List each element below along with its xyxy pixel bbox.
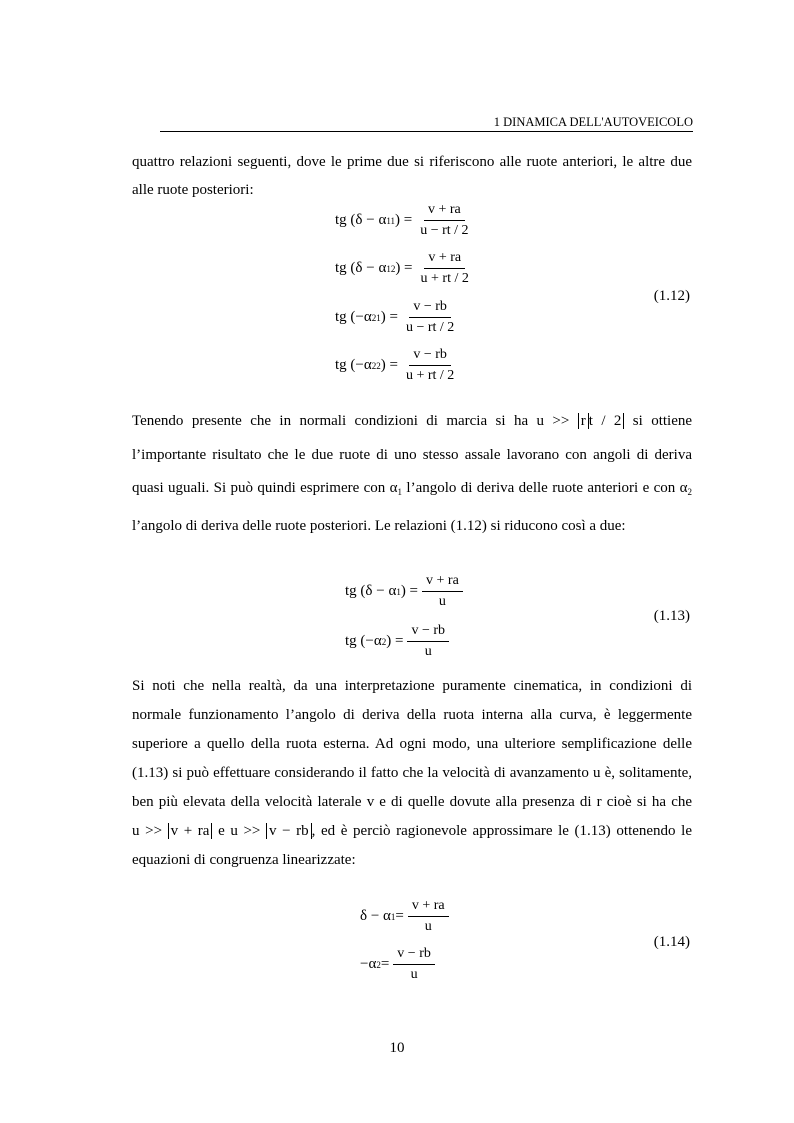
eq-sub: 11	[386, 215, 395, 226]
eq-1-12-row-2	[335, 250, 473, 287]
equation-number: (1.12)	[653, 288, 690, 304]
eq-1-14-row-2	[360, 946, 435, 983]
p3-text-f: , ed è perciò ragionevole approssimare le (1.13) ottenendo le equazioni di congruenza linearizzate:	[132, 823, 692, 868]
eq-denominator: u	[424, 919, 432, 934]
paragraph-2	[132, 405, 692, 543]
p2-text-a: Tenendo presente che in normali condizioni di marcia si ha	[132, 413, 529, 429]
eq-sub: 12	[386, 263, 396, 274]
inline-alpha2	[680, 480, 692, 496]
equation-1-14	[0, 898, 794, 993]
eq-close: ) =	[380, 309, 398, 325]
eq-numerator: v − rb	[409, 299, 451, 318]
equation-1-12	[0, 202, 794, 392]
eq-denominator: u	[424, 644, 432, 659]
eq-lhs: tg (δ − α	[335, 260, 387, 276]
eq-fraction	[416, 202, 472, 239]
alpha-symbol: α	[679, 480, 688, 496]
inline-u: u	[592, 765, 601, 781]
equation-number: (1.13)	[653, 608, 690, 624]
eq-lhs: tg (−α	[345, 633, 382, 649]
eq-sub: 1	[390, 911, 396, 922]
eq-denominator: u	[410, 967, 418, 982]
eq-1-12-row-1	[335, 202, 473, 239]
alpha-sub: 1	[397, 487, 403, 497]
running-header	[160, 114, 693, 132]
cond-u: u >>	[132, 823, 163, 839]
eq-sub: 2	[381, 636, 387, 647]
alpha-symbol: α	[389, 480, 398, 496]
paragraph-3	[132, 672, 692, 875]
paragraph-intro-text: quattro relazioni seguenti, dove le prime due si riferiscono alle ruote anteriori, le altre due alle ruote posteriori:	[132, 154, 692, 198]
page-number: 10	[389, 1040, 405, 1056]
equation-number: (1.14)	[653, 934, 690, 950]
paragraph-intro	[132, 148, 692, 204]
eq-sub: 2	[376, 959, 381, 970]
eq-denominator: u + rt / 2	[420, 271, 469, 286]
running-title: 1 DINAMICA DELL'AUTOVEICOLO	[493, 115, 693, 129]
eq-lhs: −α	[360, 956, 377, 972]
eq-lhs: tg (−α	[335, 357, 372, 373]
eq-1-13-row-2	[345, 623, 449, 660]
eq-close: ) =	[380, 357, 398, 373]
eq-numerator: v + ra	[408, 898, 449, 917]
eq-numerator: v − rb	[393, 946, 435, 965]
p3-text-b: è, solitamente, ben più elevata della velocità laterale	[132, 765, 693, 810]
eq-denominator: u − rt / 2	[405, 320, 455, 335]
eq-fraction	[407, 623, 449, 660]
p3-text-d: cioè si ha che	[606, 794, 693, 810]
eq-1-13-row-1	[345, 573, 463, 610]
inline-alpha1	[390, 480, 402, 496]
cond-u: u >>	[230, 823, 261, 839]
eq-1-14-row-1	[360, 898, 449, 935]
eq-numerator: v − rb	[407, 623, 449, 642]
eq-close: ) =	[386, 633, 404, 649]
eq-fraction	[402, 347, 458, 384]
abs-v-ra: v + ra	[168, 823, 213, 839]
eq-close: ) =	[395, 260, 413, 276]
p2-text-b: si ottiene l’importante risultato che le due ruote di uno stesso assale lavorano con angoli di deriva quasi uguali. Si può quindi esprimere con	[132, 413, 693, 496]
p2-text-d: l’angolo di deriva delle ruote posteriori. Le relazioni (1.12) si riducono così a due:	[132, 517, 626, 534]
p2-text-c: l’angolo di deriva delle ruote anteriori e con	[406, 480, 676, 496]
eq-close: =	[395, 908, 404, 924]
equation-1-13	[0, 573, 794, 668]
eq-numerator: v + ra	[424, 202, 465, 221]
eq-lhs: δ − α	[360, 908, 391, 924]
p3-text-e: e	[218, 823, 225, 839]
eq-lhs: tg (δ − α	[335, 212, 387, 228]
eq-numerator: v − rb	[409, 347, 451, 366]
eq-1-12-row-3	[335, 299, 458, 336]
abs-v-rb: v − rb	[266, 823, 312, 839]
eq-fraction	[408, 898, 449, 935]
inline-cond-2	[230, 823, 311, 839]
inline-r: r	[596, 794, 602, 810]
alpha-sub: 2	[687, 487, 692, 497]
abs-r: r	[578, 413, 589, 429]
inline-v: v	[366, 794, 375, 810]
p3-text-c: e di quelle dovute alla presenza di	[379, 794, 592, 810]
eq-numerator: v + ra	[422, 573, 463, 592]
eq-fraction	[393, 946, 435, 983]
cond-u: u >>	[536, 413, 570, 429]
eq-sub: 1	[396, 586, 401, 597]
eq-fraction	[422, 573, 463, 610]
eq-close: =	[380, 956, 390, 972]
eq-denominator: u + rt / 2	[405, 368, 455, 383]
eq-denominator: u	[438, 594, 446, 609]
eq-fraction	[402, 299, 458, 336]
eq-numerator: v + ra	[424, 250, 465, 269]
eq-fraction	[417, 250, 473, 287]
eq-sub: 21	[371, 312, 381, 323]
eq-denominator: u − rt / 2	[420, 223, 469, 238]
eq-close: ) =	[394, 212, 413, 228]
p3-text-a: Si noti che nella realtà, da una interpretazione puramente cinematica, in condizioni di normale funzionamento l’angolo di deriva della ruota interna alla curva, è leggermente superiore a quello della ruota esterna. Ad ogni modo, una ulteriore semplificazione delle (1.13) si può effettuare considerando il fatto che la velocità di avanzamento	[132, 678, 692, 781]
eq-lhs: tg (δ − α	[345, 583, 397, 599]
eq-lhs: tg (−α	[335, 309, 372, 325]
eq-sub: 22	[371, 360, 381, 371]
inline-cond-1	[132, 823, 212, 839]
abs-t: t / 2	[589, 413, 625, 429]
eq-close: ) =	[400, 583, 419, 599]
eq-1-12-row-4	[335, 347, 458, 384]
inline-condition	[537, 413, 625, 429]
